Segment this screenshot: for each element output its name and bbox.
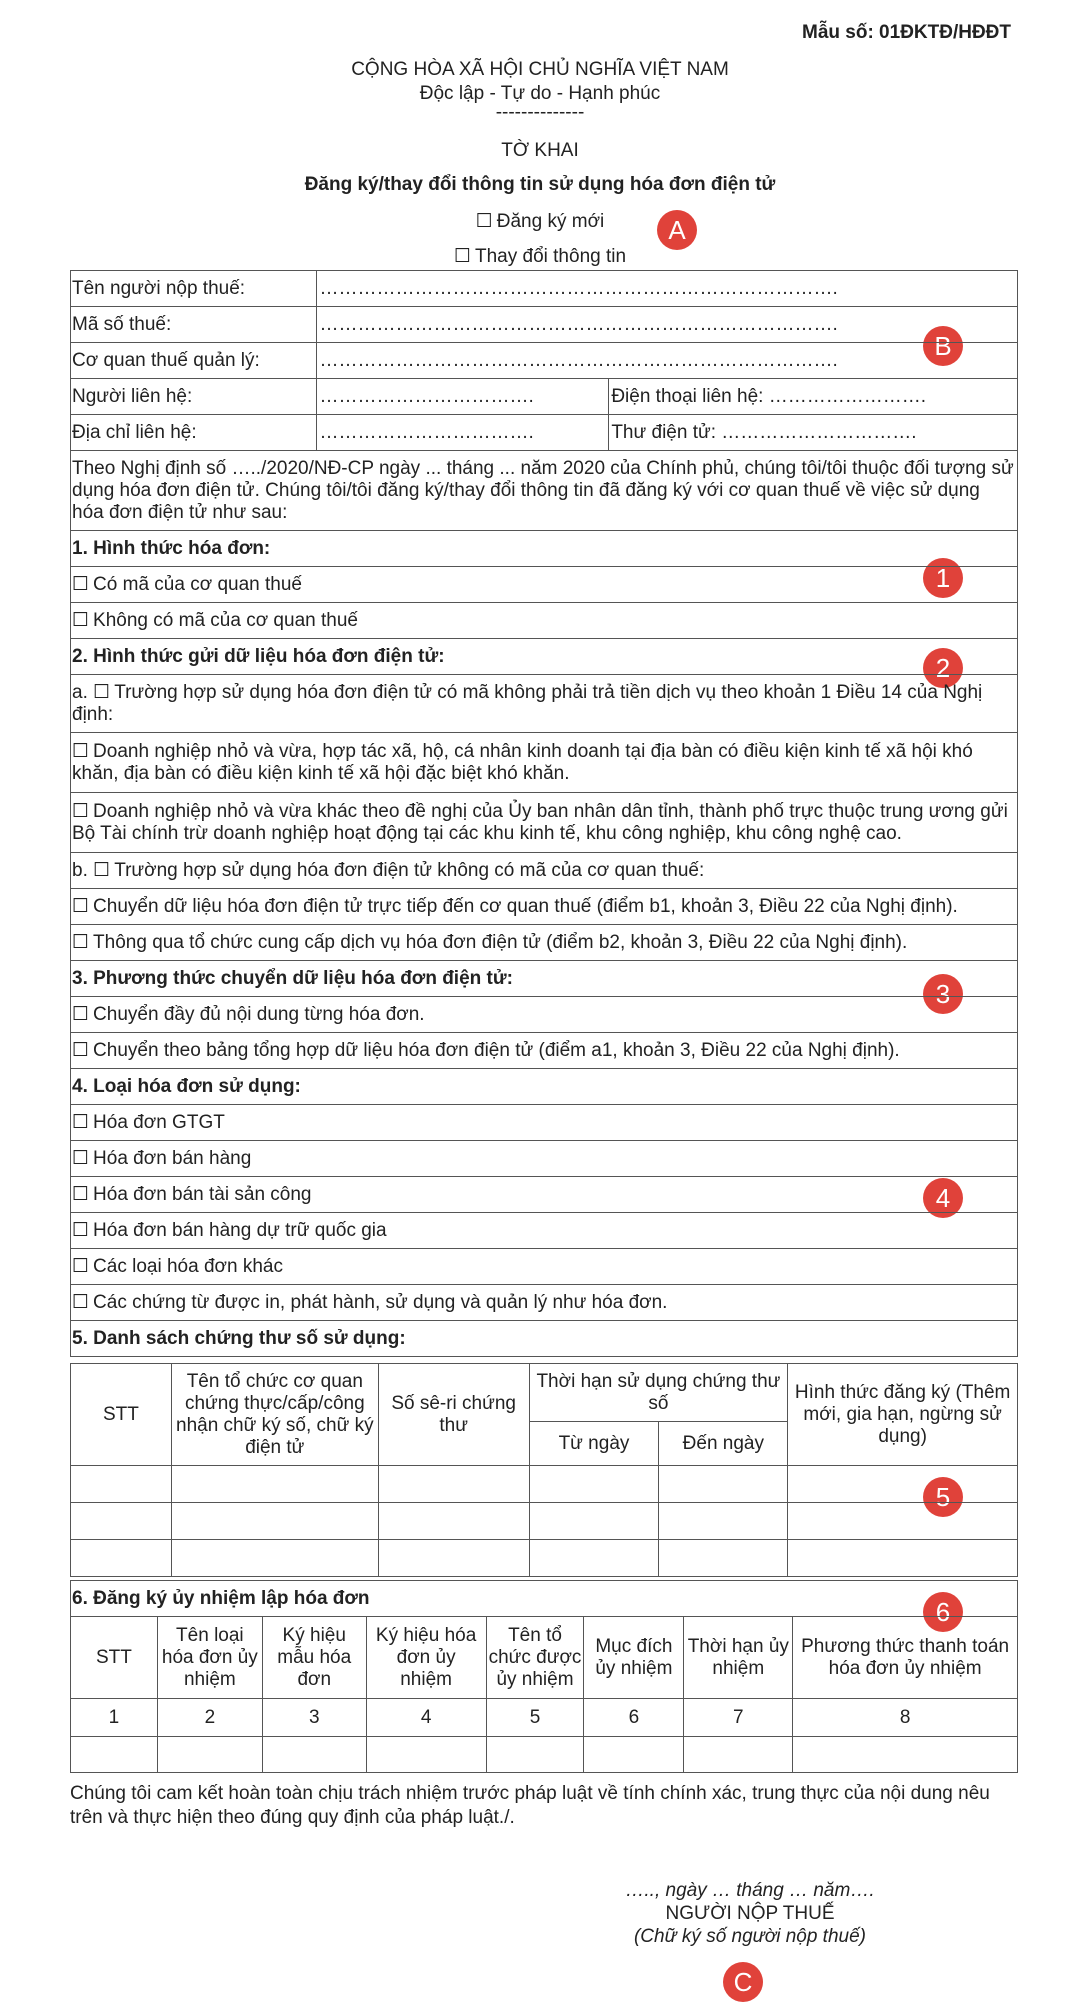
deleg-col-number: 8 <box>793 1699 1018 1737</box>
signature-block <box>585 1879 915 1948</box>
s2-b-label: Trường hợp sử dụng hóa đơn điện tử không có mã của cơ quan thuế: <box>114 859 705 881</box>
s2-option-b[interactable] <box>71 853 1018 889</box>
s3-option-summary-label: Chuyển theo bảng tổng hợp dữ liệu hóa đơn điện tử (điểm a1, khoản 3, Điều 22 của Nghị định). <box>93 1039 900 1061</box>
deleg-header-4: Ký hiệu hóa đơn ủy nhiệm <box>366 1617 486 1699</box>
s2-a-label: Trường hợp sử dụng hóa đơn điện tử có mã không phải trả tiền dịch vụ theo khoản 1 Điều 14 của Nghị định: <box>72 681 983 725</box>
contact-label: Người liên hệ: <box>71 379 317 415</box>
deleg-col-number: 1 <box>71 1699 158 1737</box>
signature-note: (Chữ ký số người nộp thuế) <box>633 1926 866 1947</box>
cert-cell[interactable] <box>529 1540 659 1577</box>
s2-b-checkbox[interactable] <box>93 860 114 881</box>
marker-c: C <box>723 1962 763 2002</box>
s2-option-b2[interactable] <box>71 925 1018 961</box>
email-field[interactable]: Thư điện tử: …………………………. <box>609 415 1018 451</box>
main-form-table <box>70 270 1018 1357</box>
cert-cell[interactable] <box>71 1466 172 1503</box>
cert-cell[interactable] <box>659 1503 788 1540</box>
row-tax-office <box>71 343 1018 379</box>
deleg-col-number: 3 <box>262 1699 366 1737</box>
tax-office-field[interactable]: ………………………………………………………………………. <box>317 343 1018 379</box>
deleg-cell[interactable] <box>486 1737 584 1773</box>
deleg-cell[interactable] <box>684 1737 793 1773</box>
cert-header-to: Đến ngày <box>659 1422 788 1466</box>
deleg-cell[interactable] <box>262 1737 366 1773</box>
row-tax-code <box>71 307 1018 343</box>
s1-option-with-code-label: Có mã của cơ quan thuế <box>93 573 302 595</box>
option-register-new[interactable] <box>0 210 1080 233</box>
s4-option-other[interactable] <box>71 1249 1018 1285</box>
deleg-col-number: 2 <box>157 1699 262 1737</box>
section-6-title: 6. Đăng ký ủy nhiệm lập hóa đơn <box>71 1581 1018 1617</box>
signature-role: NGƯỜI NỘP THUẾ <box>665 1903 835 1924</box>
marker-a: A <box>657 210 697 250</box>
tax-office-label: Cơ quan thuế quản lý: <box>71 343 317 379</box>
s2-a-checkbox[interactable] <box>93 682 114 703</box>
s4-option-reserve-label: Hóa đơn bán hàng dự trữ quốc gia <box>93 1219 387 1241</box>
s4-option-other-label: Các loại hóa đơn khác <box>93 1255 283 1277</box>
cert-cell[interactable] <box>171 1503 378 1540</box>
row-taxpayer <box>71 271 1018 307</box>
address-field[interactable]: ……………………………. <box>317 415 609 451</box>
deleg-col-number: 4 <box>366 1699 486 1737</box>
form-subtitle: Đăng ký/thay đổi thông tin sử dụng hóa đơn điện tử <box>304 174 776 195</box>
marker-b: B <box>923 326 963 366</box>
intro-paragraph: Theo Nghị định số …../2020/NĐ-CP ngày ... tháng ... năm 2020 của Chính phủ, chúng tôi/tôi thuộc đối tượng sử dụng hóa đơn điện tử. Chúng tôi/tôi đăng ký/thay đổi thông tin đã đăng ký với cơ quan thuế về việc sử dụng hóa đơn điện tử như sau: <box>71 451 1018 531</box>
s4-option-reserve[interactable] <box>71 1213 1018 1249</box>
tax-code-field[interactable]: ………………………………………………………………………. <box>317 307 1018 343</box>
s3-option-full-label: Chuyển đầy đủ nội dung từng hóa đơn. <box>93 1003 425 1025</box>
marker-6: 6 <box>923 1592 963 1632</box>
section-2-title: 2. Hình thức gửi dữ liệu hóa đơn điện tử: <box>71 639 1018 675</box>
certificate-table <box>70 1363 1018 1577</box>
cert-header-stt: STT <box>71 1364 172 1466</box>
deleg-cell[interactable] <box>584 1737 684 1773</box>
row-address <box>71 415 1018 451</box>
cert-cell[interactable] <box>788 1540 1018 1577</box>
s1-option-without-code[interactable] <box>71 603 1018 639</box>
s4-option-vat[interactable] <box>71 1105 1018 1141</box>
national-motto: Độc lập - Tự do - Hạnh phúc <box>419 83 661 104</box>
s2-a1-label: Doanh nghiệp nhỏ và vừa, hợp tác xã, hộ, cá nhân kinh doanh tại địa bàn có điều kiện kinh tế xã hội khó khăn, địa bàn có điều kiện kinh tế xã hội đặc biệt khó khăn. <box>72 740 973 784</box>
s1-option-with-code[interactable] <box>71 567 1018 603</box>
section-6-title-table <box>70 1580 1018 1617</box>
phone-field[interactable]: Điện thoại liên hệ: ……………………. <box>609 379 1018 415</box>
option-register-new-label: Đăng ký mới <box>496 211 605 232</box>
cert-cell[interactable] <box>378 1466 529 1503</box>
s2-b1-label: Chuyển dữ liệu hóa đơn điện tử trực tiếp đến cơ quan thuế (điểm b1, khoản 3, Điều 22 của Nghị định). <box>93 895 958 917</box>
s2-option-b1[interactable] <box>71 889 1018 925</box>
s2-option-a1[interactable] <box>71 733 1018 793</box>
cert-cell[interactable] <box>71 1540 172 1577</box>
country-name: CỘNG HÒA XÃ HỘI CHỦ NGHĨA VIỆT NAM <box>351 59 729 80</box>
section-4-title: 4. Loại hóa đơn sử dụng: <box>71 1069 1018 1105</box>
deleg-header-2: Tên loại hóa đơn ủy nhiệm <box>157 1617 262 1699</box>
header-divider: -------------- <box>495 102 585 123</box>
s1-option-without-code-label: Không có mã của cơ quan thuế <box>93 609 358 631</box>
section-3-title: 3. Phương thức chuyển dữ liệu hóa đơn điện tử: <box>71 961 1018 997</box>
cert-cell[interactable] <box>378 1540 529 1577</box>
delegation-table <box>70 1616 1018 1773</box>
cert-row <box>71 1503 1018 1540</box>
cert-cell[interactable] <box>171 1466 378 1503</box>
form-code: Mẫu số: 01ĐKTĐ/HĐĐT <box>802 22 1012 43</box>
contact-field[interactable]: ……………………………. <box>317 379 609 415</box>
cert-header-form: Hình thức đăng ký (Thêm mới, gia hạn, ngừng sử dụng) <box>788 1364 1018 1466</box>
cert-header-serial: Số sê-ri chứng thư <box>378 1364 529 1466</box>
cert-cell[interactable] <box>659 1466 788 1503</box>
s2-a2-checkbox[interactable] <box>72 801 93 822</box>
section-1-title: 1. Hình thức hóa đơn: <box>71 531 1018 567</box>
taxpayer-label: Tên người nộp thuế: <box>71 271 317 307</box>
s2-option-a[interactable] <box>71 675 1018 733</box>
cert-cell[interactable] <box>788 1466 1018 1503</box>
section-5-title: 5. Danh sách chứng thư số sử dụng: <box>71 1321 1018 1357</box>
s2-b2-label: Thông qua tổ chức cung cấp dịch vụ hóa đơn điện tử (điểm b2, khoản 3, Điều 22 của Nghị định). <box>93 931 908 953</box>
document-header <box>0 58 1080 123</box>
s2-option-a2[interactable] <box>71 793 1018 853</box>
deleg-cell[interactable] <box>157 1737 262 1773</box>
cert-cell[interactable] <box>378 1503 529 1540</box>
s2-a2-label: Doanh nghiệp nhỏ và vừa khác theo đề nghị của Ủy ban nhân dân tỉnh, thành phố trực thuộc trung ương gửi Bộ Tài chính trừ doanh nghiệp hoạt động tại các khu kinh tế, khu công nghiệp, khu công nghệ cao. <box>72 800 1008 844</box>
marker-2: 2 <box>923 648 963 688</box>
taxpayer-field[interactable]: ………………………………………………………………………. <box>317 271 1018 307</box>
deleg-cell[interactable] <box>793 1737 1018 1773</box>
s4-option-documents[interactable] <box>71 1285 1018 1321</box>
s4-option-sales-label: Hóa đơn bán hàng <box>93 1147 252 1169</box>
option-change-info-label: Thay đổi thông tin <box>475 246 627 267</box>
s4-option-sales[interactable] <box>71 1141 1018 1177</box>
s2-a-prefix: a. <box>72 681 88 703</box>
s4-option-public-assets-label: Hóa đơn bán tài sản công <box>93 1183 312 1205</box>
marker-5: 5 <box>923 1477 963 1517</box>
address-label: Địa chỉ liên hệ: <box>71 415 317 451</box>
signature-date: ….., ngày … tháng … năm…. <box>625 1880 875 1901</box>
deleg-cell[interactable] <box>366 1737 486 1773</box>
cert-header-period: Thời hạn sử dụng chứng thư số <box>529 1364 788 1422</box>
cert-cell[interactable] <box>529 1466 659 1503</box>
deleg-header-8: Phương thức thanh toán hóa đơn ủy nhiệm <box>793 1617 1018 1699</box>
deleg-row <box>71 1737 1018 1773</box>
option-change-info[interactable] <box>0 245 1080 268</box>
cert-cell[interactable] <box>71 1503 172 1540</box>
deleg-col-number: 5 <box>486 1699 584 1737</box>
commitment-text: Chúng tôi cam kết hoàn toàn chịu trách nhiệm trước pháp luật về tính chính xác, trung thực của nội dung nêu trên và thực hiện theo đúng quy định của pháp luật./. <box>70 1783 990 1828</box>
deleg-header-5: Tên tổ chức được ủy nhiệm <box>486 1617 584 1699</box>
marker-4: 4 <box>923 1178 963 1218</box>
s4-option-vat-label: Hóa đơn GTGT <box>93 1111 225 1133</box>
cert-cell[interactable] <box>529 1503 659 1540</box>
deleg-header-7: Thời hạn ủy nhiệm <box>684 1617 793 1699</box>
cert-cell[interactable] <box>659 1540 788 1577</box>
marker-1: 1 <box>923 558 963 598</box>
cert-row <box>71 1540 1018 1577</box>
s3-option-full[interactable] <box>71 997 1018 1033</box>
deleg-cell[interactable] <box>71 1737 158 1773</box>
s4-option-public-assets[interactable] <box>71 1177 1018 1213</box>
deleg-header-3: Ký hiệu mẫu hóa đơn <box>262 1617 366 1699</box>
deleg-header-1: STT <box>71 1617 158 1699</box>
cert-cell[interactable] <box>788 1503 1018 1540</box>
marker-3: 3 <box>923 974 963 1014</box>
s4-option-documents-label: Các chứng từ được in, phát hành, sử dụng và quản lý như hóa đơn. <box>93 1291 668 1313</box>
deleg-col-number: 7 <box>684 1699 793 1737</box>
row-contact <box>71 379 1018 415</box>
cert-row <box>71 1466 1018 1503</box>
cert-header-from: Từ ngày <box>529 1422 659 1466</box>
cert-header-org: Tên tổ chức cơ quan chứng thực/cấp/công nhận chữ ký số, chữ ký điện tử <box>171 1364 378 1466</box>
deleg-col-number: 6 <box>584 1699 684 1737</box>
cert-cell[interactable] <box>171 1540 378 1577</box>
tax-code-label: Mã số thuế: <box>71 307 317 343</box>
deleg-header-6: Mục đích ủy nhiệm <box>584 1617 684 1699</box>
form-title: TỜ KHAI <box>501 140 579 161</box>
s3-option-summary[interactable] <box>71 1033 1018 1069</box>
s2-b-prefix: b. <box>72 859 88 881</box>
s2-a1-checkbox[interactable] <box>72 741 93 762</box>
